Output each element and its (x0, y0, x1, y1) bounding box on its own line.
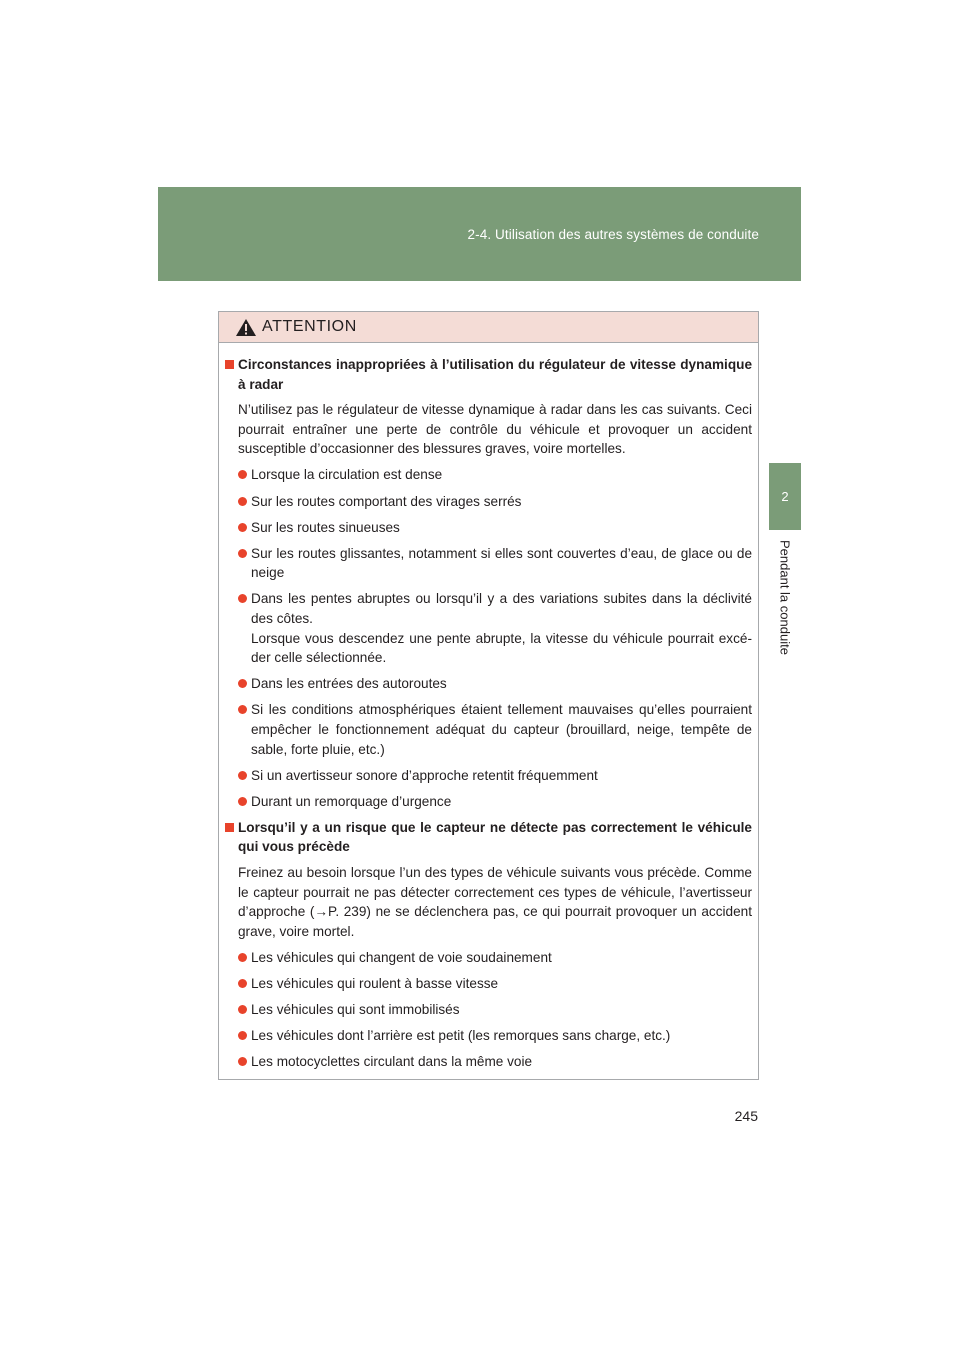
list-item: Les véhicules dont l’arrière est petit (les remorques sans charge, etc.) (238, 1026, 752, 1046)
list-item: Dans les entrées des autoroutes (238, 674, 752, 694)
warning-header (219, 312, 758, 343)
list-item-text: Dans les pentes abruptes ou lorsqu’il y a des variations subites dans la déclivité des côtes. (251, 591, 752, 627)
list-item-note: Lorsque vous descendez une pente abrupte, la vitesse du véhicule pourrait excéder celle sélectionnée. (251, 630, 752, 666)
list-item: Les motocyclettes circulant dans la même voie (238, 1052, 752, 1072)
chapter-tab (769, 463, 801, 530)
list-item: Si les conditions atmosphériques étaient tellement mauvaises qu’elles pourraient empêcher le fonctionnement adéquat du capteur (brouillard, neige, tempête de sable, forte pluie, etc.) (238, 700, 752, 759)
warning-content (219, 343, 758, 1072)
list-item: Si un avertisseur sonore d’approche retentit fréquemment (238, 766, 752, 786)
bullet-dot-icon (238, 705, 247, 714)
section-title: Lorsqu’il y a un risque que le capteur ne détecte pas correctement le véhicule qui vous précède (225, 818, 752, 857)
warning-box (218, 311, 759, 1080)
bullet-dot-icon (238, 797, 247, 806)
bullet-dot-icon (238, 679, 247, 688)
warning-title: ATTENTION (262, 318, 357, 335)
bullet-dot-icon (238, 594, 247, 603)
warning-triangle-icon (235, 318, 257, 337)
section-intro: N’utilisez pas le régulateur de vitesse dynamique à radar dans les cas suivants. Ceci pourrait entraîner une perte de contrôle du véhicule et provoquer un accident susceptible d’occasionner des blessures graves, voire mortelles. (238, 402, 752, 457)
bullet-dot-icon (238, 1005, 247, 1014)
list-item: Sur les routes comportant des virages serrés (238, 492, 752, 512)
section-intro: Freinez au besoin lorsque l’un des types de véhicule suivants vous précède. Comme le capteur pourrait ne pas détecter correctement ces types de véhicule, l’avertisseur d’approche (→P. 239) ne se déclenchera pas, ce qui pourrait provoquer un accident grave, voire mortel. (238, 865, 752, 939)
section-title: Circonstances inappropriées à l’utilisation du régulateur de vitesse dynamique à radar (225, 355, 752, 394)
chapter-tab-number: 2 (781, 489, 789, 504)
chapter-header-band (158, 187, 801, 281)
list-item: Les véhicules qui roulent à basse vitesse (238, 974, 752, 994)
bullet-dot-icon (238, 497, 247, 506)
list-item: Les véhicules qui sont immobilisés (238, 1000, 752, 1020)
list-item: Sur les routes sinueuses (238, 518, 752, 538)
square-bullet-icon (225, 360, 234, 369)
list-item: Sur les routes glissantes, notamment si elles sont couvertes d’eau, de glace ou de neige (238, 544, 752, 583)
page-number: 245 (734, 1108, 758, 1124)
bullet-dot-icon (238, 549, 247, 558)
bullet-dot-icon (238, 1031, 247, 1040)
chapter-side-label-text: Pendant la conduite (777, 540, 793, 655)
bullet-dot-icon (238, 470, 247, 479)
bullet-dot-icon (238, 953, 247, 962)
square-bullet-icon (225, 823, 234, 832)
list-item: Durant un remorquage d’urgence (238, 792, 752, 812)
bullet-dot-icon (238, 1057, 247, 1066)
bullet-dot-icon (238, 979, 247, 988)
bullet-dot-icon (238, 523, 247, 532)
list-item (238, 589, 752, 667)
chapter-title: 2-4. Utilisation des autres systèmes de conduite (467, 227, 759, 242)
list-item: Lorsque la circulation est dense (238, 465, 752, 485)
list-item: Les véhicules qui changent de voie soudainement (238, 948, 752, 968)
bullet-dot-icon (238, 771, 247, 780)
